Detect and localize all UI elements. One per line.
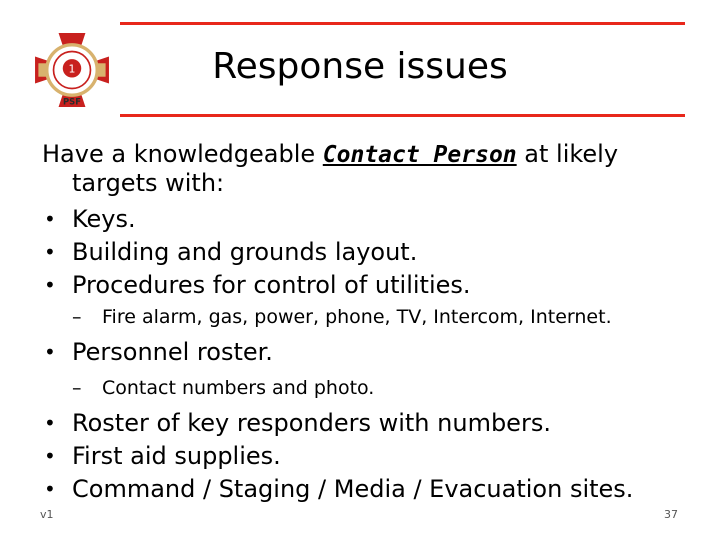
- slide-body: [42, 140, 702, 506]
- dash-glyph: –: [72, 377, 82, 399]
- bullet-item: • Roster of key responders with numbers.: [42, 407, 702, 440]
- sub-bullet-item: [42, 302, 702, 332]
- svg-text:1: 1: [68, 62, 76, 76]
- bullet-item: • Building and grounds layout.: [42, 236, 702, 269]
- lead-paragraph: [42, 140, 702, 197]
- bullet-item: • First aid supplies.: [42, 440, 702, 473]
- lead-prefix: Have a knowledgeable: [42, 140, 323, 168]
- dash-glyph: –: [72, 306, 82, 328]
- bullet-item: • Command / Staging / Media / Evacuation sites.: [42, 473, 702, 506]
- sub-bullet-item: [42, 373, 702, 403]
- logo-text: PSF: [63, 96, 81, 107]
- title-top-rule: [120, 22, 685, 25]
- bullet-item: • Procedures for control of utilities.: [42, 269, 702, 302]
- lead-suffix: at likely: [516, 140, 619, 168]
- footer-version: v1: [40, 508, 54, 521]
- sub-bullet-text: Contact numbers and photo.: [102, 377, 375, 399]
- sub-bullet-text: Fire alarm, gas, power, phone, TV, Intercom, Internet.: [102, 306, 612, 328]
- maltese-cross-logo-icon: [30, 28, 114, 112]
- bullet-item: • Keys.: [42, 203, 702, 236]
- slide-title: Response issues: [212, 46, 508, 87]
- lead-continuation: targets with:: [72, 169, 225, 197]
- title-bottom-rule: [120, 114, 685, 117]
- slide-number: 37: [664, 508, 678, 521]
- bullet-item: • Personnel roster.: [42, 336, 702, 369]
- lead-emphasis: Contact Person: [322, 142, 517, 168]
